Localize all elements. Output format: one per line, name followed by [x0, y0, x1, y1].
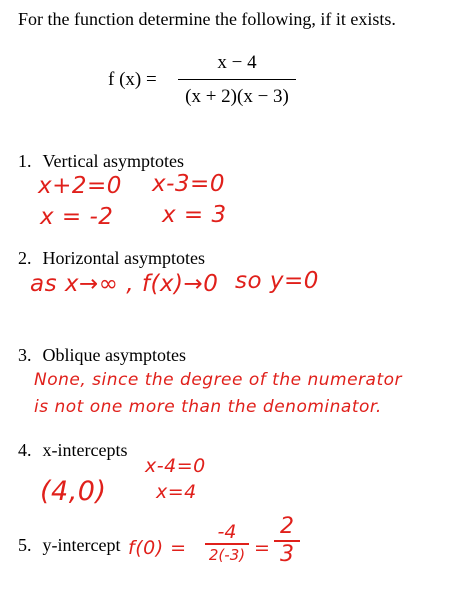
instructions: For the function determine the following, if it exists.: [18, 9, 396, 29]
item-y-intercept: [18, 535, 120, 556]
formula-numerator: x − 4: [217, 52, 257, 73]
item-x-intercepts: [18, 440, 127, 461]
item-number: 4.: [18, 440, 32, 460]
vertical-equation-1: x+2=0: [38, 173, 122, 199]
fraction-denominator: 2(-3): [208, 546, 246, 564]
formula-lhs: f (x) =: [108, 69, 157, 90]
fraction-bar: [205, 543, 249, 545]
item-number: 2.: [18, 248, 32, 268]
item-label: y-intercept: [42, 535, 121, 555]
item-horizontal-asymptotes: [18, 248, 205, 269]
item-label: Vertical asymptotes: [42, 151, 184, 171]
vertical-solution-2: x = 3: [162, 202, 227, 228]
item-label: Oblique asymptotes: [42, 345, 186, 365]
y-intercept-fraction-2: [274, 515, 300, 567]
function-formula: [108, 50, 308, 112]
horizontal-result: so y=0: [235, 268, 319, 294]
item-label: Horizontal asymptotes: [42, 248, 205, 268]
fraction-bar: [178, 79, 296, 80]
y-intercept-lhs: f(0) =: [128, 537, 187, 559]
formula-denominator: (x + 2)(x − 3): [185, 86, 289, 107]
x-intercept-equation-2: x=4: [156, 481, 197, 503]
x-intercept-equation-1: x-4=0: [145, 455, 206, 477]
item-label: x-intercepts: [42, 440, 128, 460]
y-intercept-fraction-1: [205, 522, 249, 564]
item-vertical-asymptotes: [18, 151, 184, 172]
oblique-answer-line-1: None, since the degree of the numerator: [34, 370, 402, 390]
item-number: 5.: [18, 535, 32, 555]
x-intercept-point: (4,0): [40, 476, 107, 507]
formula-fraction: [178, 50, 296, 110]
oblique-answer-line-2: is not one more than the denominator.: [34, 397, 382, 417]
item-number: 1.: [18, 151, 32, 171]
item-number: 3.: [18, 345, 32, 365]
vertical-equation-2: x-3=0: [152, 171, 225, 197]
fraction-numerator: 2: [280, 514, 294, 539]
y-intercept-equals: =: [254, 537, 271, 559]
fraction-denominator: 3: [280, 542, 294, 567]
vertical-solution-1: x = -2: [40, 204, 114, 230]
horizontal-limit: as x→∞ , f(x)→0: [30, 271, 219, 297]
item-oblique-asymptotes: [18, 345, 186, 366]
fraction-numerator: -4: [217, 521, 237, 543]
